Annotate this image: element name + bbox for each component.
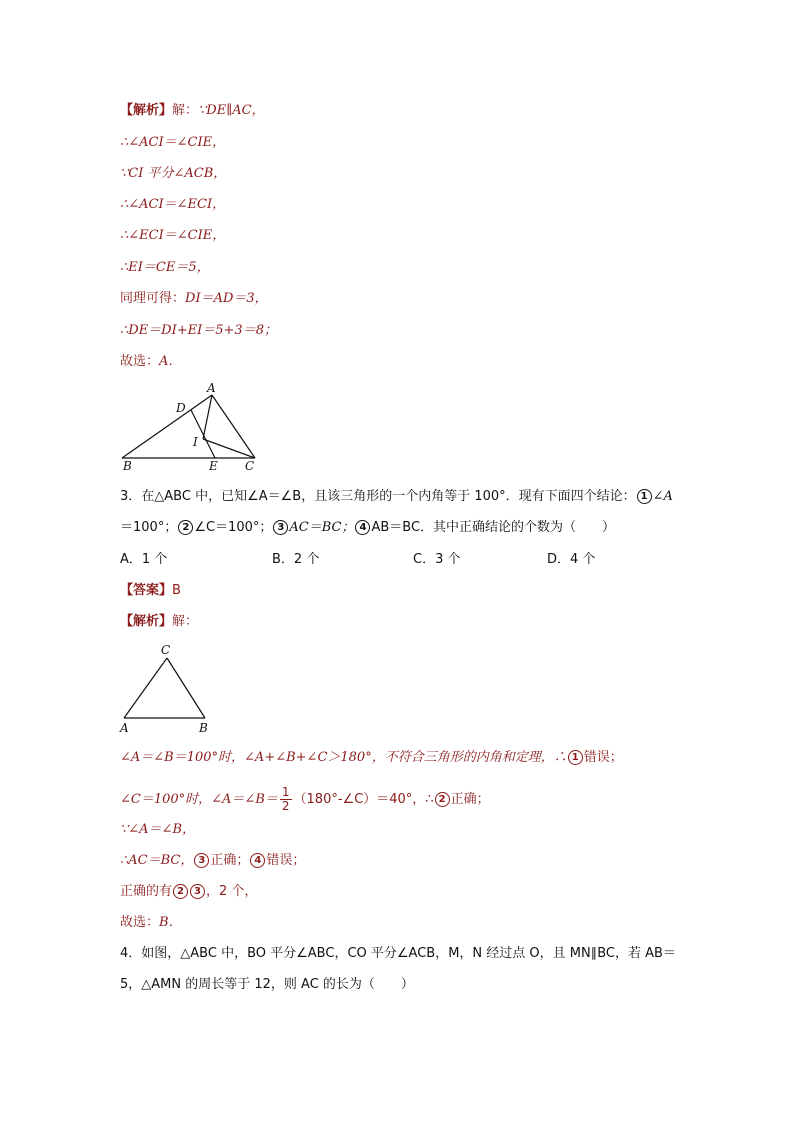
fraction-one-half <box>280 786 292 813</box>
circled-2-red: 2 <box>435 792 450 807</box>
q3-stem-2c: ∠C＝100°； <box>194 520 273 535</box>
sol2-line-9 <box>120 354 181 370</box>
q3-stem-line-2 <box>120 520 615 536</box>
q3-option-b: B．2 个 <box>272 552 320 567</box>
segment-AI <box>203 395 212 439</box>
label-C: C <box>245 459 255 473</box>
label-A: A <box>207 381 216 395</box>
q3-number: 3． <box>120 489 142 504</box>
sol2-line-3: ∵CI 平分∠ACB， <box>120 166 227 181</box>
q3-sol-4a: ∴AC＝BC， <box>120 853 194 868</box>
q3-analysis-prefix: 解： <box>172 614 199 629</box>
q3-sol-line-5 <box>120 884 257 900</box>
q3-sol-6-body: B． <box>159 915 182 930</box>
q3-option-a: A．1 个 <box>120 552 168 567</box>
q3-sol-6-prefix: 故选： <box>120 915 160 930</box>
label-A-q3: A <box>120 721 129 735</box>
segment-DE <box>191 410 215 458</box>
sol2-text-1: ∵DE∥AC， <box>198 103 265 118</box>
answer-tag: 【答案】 <box>120 583 173 598</box>
label-E: E <box>209 459 218 473</box>
q3-sol-5a: 正确的有 <box>120 884 173 899</box>
q3-stem-2d: AC＝BC； <box>289 520 355 535</box>
q3-sol-line-1 <box>120 750 623 766</box>
q4-text-1: 如图，△ABC 中，BO 平分∠ABC，CO 平分∠ACB，M，N 经过点 O，且 MN∥BC，若 AB＝ <box>141 946 676 961</box>
q3-sol-2b: （180°-∠C）＝40°，∴ <box>293 792 434 807</box>
label-B: B <box>123 459 132 473</box>
q3-sol-line-4 <box>120 853 305 869</box>
circled-3-red-b: 3 <box>190 884 205 899</box>
q3-answer-line <box>120 583 181 599</box>
q3-sol-line-3: ∵∠A＝∠B， <box>120 822 195 837</box>
q3-sol-4-end: 错误； <box>266 853 306 868</box>
edge-AC <box>212 395 255 458</box>
q3-option-c: C．3 个 <box>413 552 461 567</box>
q3-stem-2e: AB＝BC．其中正确结论的个数为（ ） <box>371 520 616 535</box>
circled-4-red: 4 <box>250 853 265 868</box>
circled-2-red-b: 2 <box>173 884 188 899</box>
circled-3: 3 <box>273 520 288 535</box>
edge-BA <box>122 395 212 458</box>
analysis-tag: 【解析】 <box>120 103 173 118</box>
label-C-q3: C <box>161 643 171 657</box>
label-D: D <box>176 401 186 415</box>
q3-analysis-tag: 【解析】 <box>120 614 173 629</box>
q3-stem-2a: ∠A <box>652 489 673 504</box>
q3-stem-2b: ＝100°； <box>120 520 178 535</box>
sol2-line-9-prefix: 故选： <box>120 354 160 369</box>
sol2-line-6: ∴EI＝CE＝5， <box>120 260 210 275</box>
q3-stem-line-1 <box>120 489 673 505</box>
q3-stem-1: 在△ABC 中，已知∠A＝∠B，且该三角形的一个内角等于 100°．现有下面四个结论： <box>141 489 636 504</box>
label-I: I <box>193 435 198 449</box>
segment-IC <box>203 439 255 458</box>
circled-4: 4 <box>355 520 370 535</box>
label-B-q3: B <box>199 721 208 735</box>
q3-sol-2-end: 正确； <box>450 792 490 807</box>
q3-sol-4b: 正确； <box>210 853 250 868</box>
sol2-line-7-prefix: 同理可得： <box>120 291 186 306</box>
fraction-denominator: 2 <box>281 799 290 813</box>
q3-sol-line-6 <box>120 915 182 931</box>
sol2-line-7-body: DI＝AD＝3， <box>185 291 268 306</box>
q3-analysis-line <box>120 614 198 630</box>
circled-1: 1 <box>637 489 652 504</box>
circled-1-red: 1 <box>568 750 583 765</box>
q3-sol-line-2 <box>120 786 490 813</box>
q3-sol-5b: ，2 个， <box>206 884 258 899</box>
q3-sol-2a: ∠C＝100°时，∠A＝∠B＝ <box>120 792 278 807</box>
q4-line-2: 5，△AMN 的周长等于 12，则 AC 的长为（ ） <box>120 977 414 992</box>
circled-2: 2 <box>178 520 193 535</box>
fraction-numerator: 1 <box>281 785 290 799</box>
analysis-prefix: 解： <box>172 103 199 118</box>
sol2-line-5: ∴∠ECI＝∠CIE， <box>120 228 226 243</box>
q4-line-1 <box>120 946 676 962</box>
circled-3-red: 3 <box>194 853 209 868</box>
answer-value: B <box>172 583 181 598</box>
edge-CB-q3 <box>167 658 205 718</box>
q4-number: 4． <box>120 946 142 961</box>
q3-option-d: D．4 个 <box>547 552 596 567</box>
q3-sol-1: ∠A＝∠B＝100°时，∠A+∠B+∠C＞180°，不符合三角形的内角和定理，∴ <box>120 750 567 765</box>
q3-sol-1-end: 错误； <box>583 750 623 765</box>
sol2-line-7 <box>120 291 268 307</box>
sol2-line-9-body: A． <box>159 354 182 369</box>
edge-AC-q3 <box>124 658 167 718</box>
sol2-line-8: ∴DE＝DI+EI＝5+3＝8； <box>120 323 277 338</box>
sol2-line-4: ∴∠ACI＝∠ECI， <box>120 197 226 212</box>
sol2-line-2: ∴∠ACI＝∠CIE， <box>120 135 226 150</box>
sol2-line-1 <box>120 103 265 119</box>
